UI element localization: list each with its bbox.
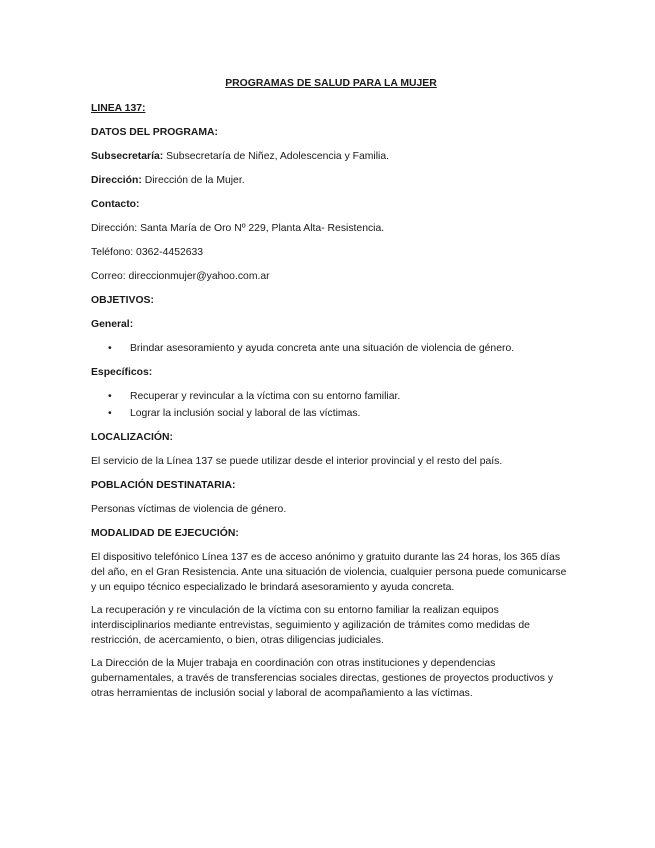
localizacion-text: El servicio de la Línea 137 se puede utilizar desde el interior provincial y el resto del país.	[91, 456, 503, 467]
datos-heading: DATOS DEL PROGRAMA:	[91, 127, 219, 138]
modalidad-paragraph: La Dirección de la Mujer trabaja en coordinación con otras instituciones y dependencias gubernamentales, a través de transferencias sociales directas, gestiones de proyectos productivos y otras herramientas de inclusión social y laboral de acompañamiento a las víctimas.	[91, 658, 554, 699]
line-heading: LINEA 137:	[91, 103, 146, 114]
poblacion-text: Personas víctimas de violencia de género.	[91, 504, 287, 515]
contacto-heading: Contacto:	[91, 199, 140, 210]
document-title: PROGRAMAS DE SALUD PARA LA MUJER	[225, 78, 437, 89]
contact-phone: Teléfono: 0362-4452633	[91, 247, 204, 258]
direccion-label: Dirección:	[91, 175, 142, 186]
direccion-line	[91, 173, 571, 188]
subsecretaria-label: Subsecretaría:	[91, 151, 164, 162]
general-heading: General:	[91, 319, 134, 330]
especificos-heading: Específicos:	[91, 367, 153, 378]
document-page	[91, 76, 571, 709]
modalidad-heading: MODALIDAD DE EJECUCIÓN:	[91, 528, 239, 539]
poblacion-heading: POBLACIÓN DESTINATARIA:	[91, 480, 236, 491]
contact-address: Dirección: Santa María de Oro Nº 229, Planta Alta- Resistencia.	[91, 223, 385, 234]
direccion-value: Dirección de la Mujer.	[141, 175, 245, 186]
list-item: • Lograr la inclusión social y laboral de las víctimas.	[91, 406, 571, 421]
list-item: • Brindar asesoramiento y ayuda concreta ante una situación de violencia de género.	[91, 341, 571, 356]
modalidad-paragraph: La recuperación y re vinculación de la víctima con su entorno familiar la realizan equipos interdisciplinarios mediante entrevistas, seguimiento y agilización de trámites como medidas de restricción, de acercamiento, o bien, otras diligencias judiciales.	[91, 605, 530, 646]
list-item: • Recuperar y revincular a la víctima con su entorno familiar.	[91, 389, 571, 404]
modalidad-paragraph: El dispositivo telefónico Línea 137 es de acceso anónimo y gratuito durante las 24 horas, los 365 días del año, en el Gran Resistencia. Ante una situación de violencia, cualquier persona puede comunicarse y un equipo técnico especializado le brindará asesoramiento y ayuda concreta.	[91, 552, 567, 593]
subsecretaria-line	[91, 149, 571, 164]
general-list	[91, 341, 571, 356]
especificos-list	[91, 389, 571, 421]
subsecretaria-value: Subsecretaría de Niñez, Adolescencia y Familia.	[163, 151, 390, 162]
contact-email: Correo: direccionmujer@yahoo.com.ar	[91, 271, 270, 282]
localizacion-heading: LOCALIZACIÓN:	[91, 432, 173, 443]
objetivos-heading: OBJETIVOS:	[91, 295, 154, 306]
